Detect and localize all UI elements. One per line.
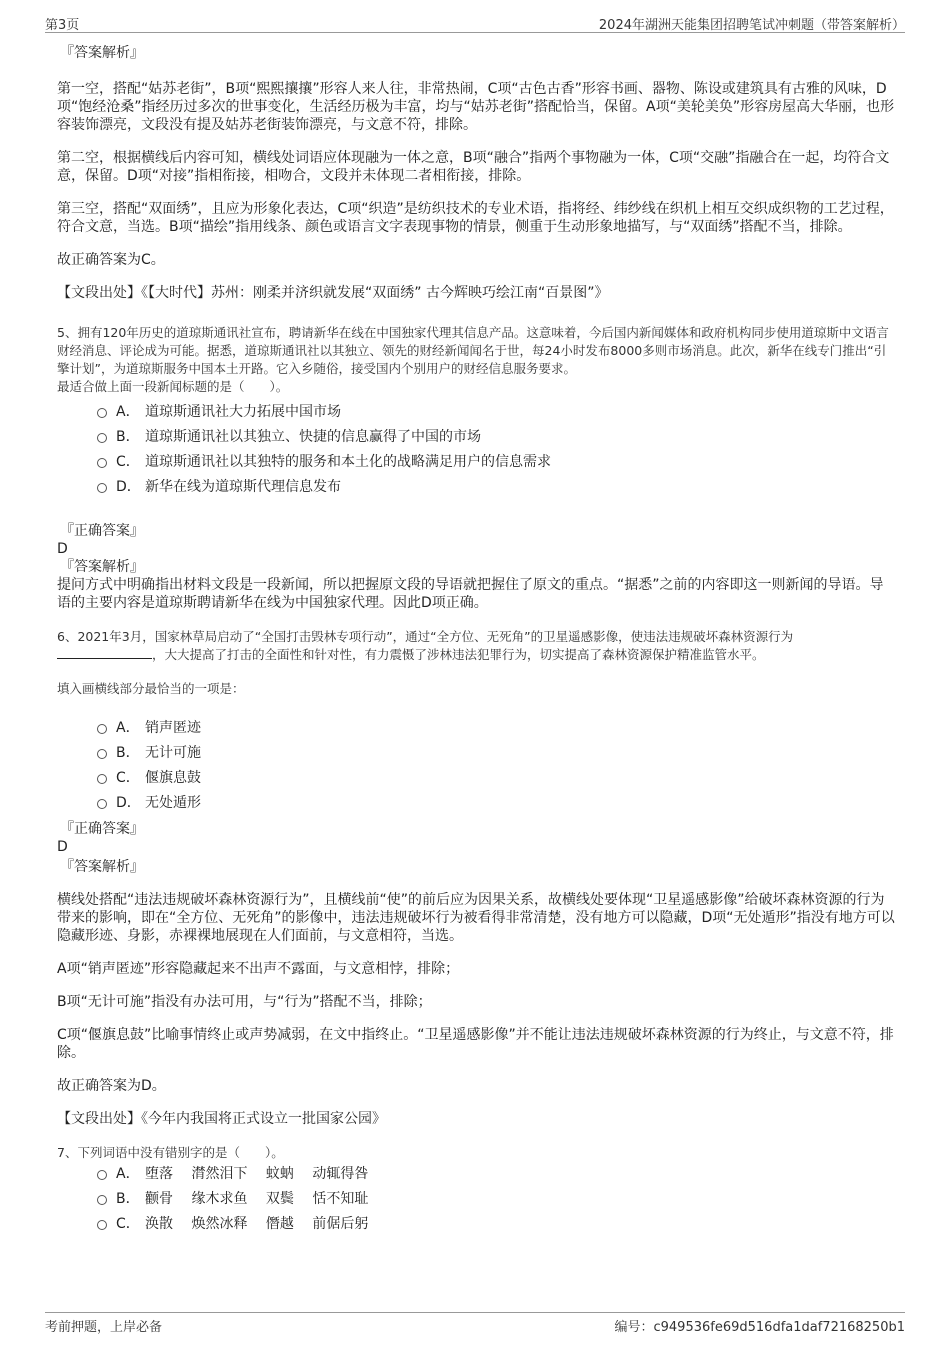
radio-icon[interactable] [97, 724, 107, 734]
question-stem: 7、下列词语中没有错别字的是（ ）。 [57, 1145, 284, 1160]
fill-blank [57, 646, 152, 659]
radio-icon[interactable] [97, 749, 107, 759]
radio-icon[interactable] [97, 799, 107, 809]
option-list [57, 400, 895, 500]
option-b[interactable]: B． 道琼斯通讯社以其独立、快捷的信息赢得了中国的市场 [57, 425, 895, 450]
option-list [57, 1162, 895, 1237]
question-stem: 5、拥有120年历史的道琼斯通讯社宣布，聘请新华在线在中国独家代理其信息产品。这意味着，今后国内新闻媒体和政府机构同步使用道琼斯中文语言财经消息、评论成为可能。据悉，道琼斯通讯社以其独立、领先的财经新闻闻名于世，每24小时发布8000多则市场消息。此次，新华在线专门推出“引擎计划”，为道琼斯服务中国本土开路。它入乡随俗，接受国内个别用户的财经信息服务要求。 [57, 325, 889, 376]
conclusion: 故正确答案为C。 [57, 252, 165, 268]
radio-icon[interactable] [97, 458, 107, 468]
source-citation: 【文段出处】《【大时代】苏州：刚柔并济织就发展“双面绣” 古今辉映巧绘江南“百景图”》 [57, 285, 609, 301]
option-list [57, 716, 895, 816]
radio-icon[interactable] [97, 1220, 107, 1230]
analysis-paragraph: C项“偃旗息鼓”比喻事情终止或声势减弱，在文中指终止。“卫星遥感影像”并不能让违法违规破坏森林资源的行为终止，与文意不符，排除。 [57, 1027, 894, 1061]
analysis-paragraph: 第三空，搭配“双面绣”，且应为形象化表达，C项“织造”是纺织技术的专业术语，指将经、纬纱线在织机上相互交织成织物的工艺过程，符合文意，当选。B项“描绘”指用线条、颜色或语言文字表现事物的情景，侧重于生动形象地描写，与“双面绣”搭配不当，排除。 [57, 201, 894, 235]
option-a[interactable]: A． 道琼斯通讯社大力拓展中国市场 [57, 400, 895, 425]
option-c[interactable]: C． 偃旗息鼓 [57, 766, 895, 791]
analysis-paragraph: 提问方式中明确指出材料文段是一段新闻，所以把握原文段的导语就把握住了原文的重点。“据悉”之前的内容即这一则新闻的导语。导语的主要内容是道琼斯聘请新华在线为中国独家代理。因此D项正确。 [57, 577, 884, 611]
option-b[interactable]: B． 无计可施 [57, 741, 895, 766]
conclusion: 故正确答案为D。 [57, 1078, 166, 1094]
option-a[interactable]: A． 销声匿迹 [57, 716, 895, 741]
document-body [57, 44, 895, 1237]
question-prompt: 最适合做上面一段新闻标题的是（ ）。 [57, 379, 289, 394]
option-d[interactable]: D． 新华在线为道琼斯代理信息发布 [57, 475, 895, 500]
option-d[interactable]: D． 无处遁形 [57, 791, 895, 816]
radio-icon[interactable] [97, 774, 107, 784]
option-c[interactable]: C． 道琼斯通讯社以其独特的服务和本土化的战略满足用户的信息需求 [57, 450, 895, 475]
correct-answer-label: 『正确答案』 [60, 821, 144, 837]
analysis-paragraph: 第一空，搭配“姑苏老街”，B项“熙熙攘攘”形容人来人往，非常热闹，C项“古色古香”形容书画、器物、陈设或建筑具有古雅的风味，D项“饱经沧桑”指经历过多次的世事变化，生活经历极为丰富，均与“姑苏老街”搭配恰当，保留。A项“美轮美奂”形容房屋高大华丽，也形容装饰漂亮，文段没有提及姑苏老街装饰漂亮，与文意不符，排除。 [57, 81, 895, 133]
radio-icon[interactable] [97, 433, 107, 443]
source-citation: 【文段出处】《今年内我国将正式设立一批国家公园》 [57, 1111, 386, 1127]
radio-icon[interactable] [97, 1170, 107, 1180]
correct-answer: D [57, 541, 68, 557]
question-stem: 6、2021年3月，国家林草局启动了“全国打击毁林专项行动”，通过“全方位、无死角”的卫星遥感影像，使违法违规破坏森林资源行为 ，大大提高了打击的全面性和针对性，有力震慑了涉林违法犯罪行为，切实提高了森林资源保护精准监管水平。 [57, 629, 794, 662]
analysis-paragraph: 横线处搭配“违法违规破坏森林资源行为”，且横线前“使”的前后应为因果关系，故横线处要体现“卫星遥感影像”给破坏森林资源的行为带来的影响，即在“全方位、无死角”的影像中，违法违规破坏行为被看得非常清楚，没有地方可以隐藏，D项“无处遁形”指没有地方可以隐藏形迹、身影，赤裸裸地展现在人们面前，与文意相符，当选。 [57, 892, 895, 944]
option-b[interactable]: B． 颧骨 缘木求鱼 双鬓 恬不知耻 [57, 1187, 895, 1212]
option-c[interactable]: C． 涣散 焕然冰释 僭越 前倨后躬 [57, 1212, 895, 1237]
analysis-label: 『答案解析』 [60, 45, 144, 61]
option-a[interactable]: A． 堕落 潸然泪下 蚊蚋 动辄得咎 [57, 1162, 895, 1187]
document-title: 2024年湖洲天能集团招聘笔试冲刺题（带答案解析） [598, 18, 905, 33]
radio-icon[interactable] [97, 408, 107, 418]
page-header [45, 10, 905, 33]
radio-icon[interactable] [97, 483, 107, 493]
correct-answer: D [57, 839, 68, 855]
correct-answer-label: 『正确答案』 [60, 523, 144, 539]
analysis-paragraph: A项“销声匿迹”形容隐藏起来不出声不露面，与文意相悖，排除； [57, 961, 460, 977]
footer-slogan: 考前押题，上岸必备 [45, 1320, 163, 1335]
document-id: 编号：c949536fe69d516dfa1daf72168250b1 [614, 1320, 905, 1335]
radio-icon[interactable] [97, 1195, 107, 1205]
page-number: 第3页 [45, 18, 80, 33]
analysis-label: 『答案解析』 [60, 859, 144, 875]
analysis-paragraph: B项“无计可施”指没有办法可用，与“行为”搭配不当，排除； [57, 994, 432, 1010]
question-prompt: 填入画横线部分最恰当的一项是： [57, 681, 245, 696]
page-footer [45, 1312, 905, 1335]
analysis-label: 『答案解析』 [60, 559, 144, 575]
analysis-paragraph: 第二空，根据横线后内容可知，横线处词语应体现融为一体之意，B项“融合”指两个事物融为一体，C项“交融”指融合在一起，均符合文意，保留。D项“对接”指相衔接，相吻合，文段并未体现二者相衔接，排除。 [57, 150, 890, 184]
